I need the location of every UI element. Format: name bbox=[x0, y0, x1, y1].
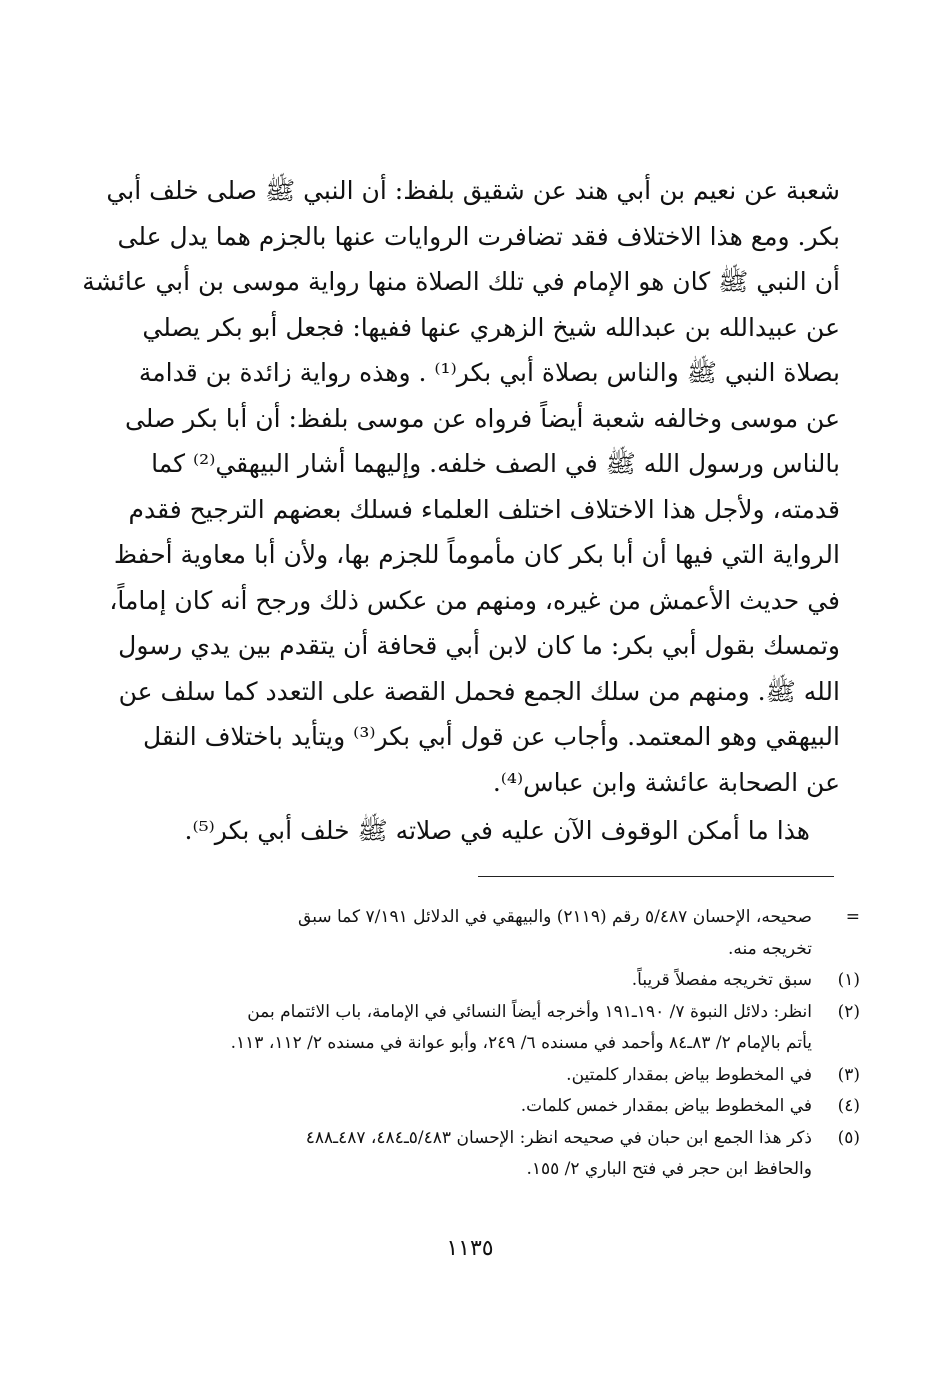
footnote-line: يأتم بالإمام ٢/ ٨٣ـ٨٤ وأحمد في مسنده ٦/ ٢٤٩، وأبو عوانة في مسنده ٢/ ١١٢، ١١٣. bbox=[230, 1033, 812, 1053]
text-line: بكر. ومع هذا الاختلاف فقد تضافرت الروايات عنها بالجزم هما يدل على bbox=[117, 221, 840, 251]
footnote-text bbox=[100, 1060, 812, 1092]
text-line: أن النبي ﷺ كان هو الإمام في تلك الصلاة منها رواية موسى بن أبي عائشة bbox=[82, 267, 840, 296]
text-line: بصلاة النبي ﷺ والناس بصلاة أبي بكر⁽¹⁾ . وهذه رواية زائدة بن قدامة bbox=[138, 358, 840, 387]
footnote-text bbox=[100, 1123, 812, 1186]
footnote-5 bbox=[100, 1123, 860, 1186]
footnote-text bbox=[100, 965, 812, 997]
text-line: وتمسك بقول أبي بكر: ما كان لابن أبي قحافة أن يتقدم بين يدي رسول bbox=[118, 631, 840, 660]
footnote-1 bbox=[100, 965, 860, 997]
footnotes bbox=[100, 902, 860, 1186]
text-line: الله ﷺ. ومنهم من سلك الجمع فحمل القصة على التعدد كما سلف عن bbox=[118, 676, 840, 706]
text-line: البيهقي وهو المعتمد. وأجاب عن قول أبي بكر⁽³⁾ ويتأيد باختلاف النقل bbox=[142, 722, 840, 751]
text-line: شعبة عن نعيم بن أبي هند عن شقيق بلفظ: أن النبي ﷺ صلى خلف أبي bbox=[106, 176, 840, 205]
page-number: ١١٣٥ bbox=[446, 1236, 494, 1261]
text-line: عن موسى وخالفه شعبة أيضاً فرواه عن موسى بلفظ: أن أبا بكر صلى bbox=[124, 403, 840, 433]
footnote-marker: (١) bbox=[837, 970, 860, 990]
footnote-line: ذكر هذا الجمع ابن حبان في صحيحه انظر: الإحسان ٥/٤٨٣ـ٤٨٤، ٤٨٧ـ٤٨٨ bbox=[305, 1127, 812, 1148]
footnote-line: صحيحه، الإحسان ٥/٤٨٧ رقم (٢١١٩) والبيهقي في الدلائل ٧/١٩١ كما سبق bbox=[298, 907, 812, 927]
footnote-text bbox=[100, 902, 812, 965]
text-line: في حديث الأعمش من غيره، ومنهم من عكس ذلك ورجح أنه كان إماماً، bbox=[109, 585, 840, 615]
conclusion-line: هذا ما أمكن الوقوف الآن عليه في صلاته ﷺ خلف أبي بكر⁽⁵⁾. bbox=[184, 816, 810, 845]
text-line: الرواية التي فيها أن أبا بكر كان مأموماً للجزم بها، ولأن أبا معاوية أحفظ bbox=[113, 540, 840, 569]
footnote-4 bbox=[100, 1091, 860, 1123]
main-text bbox=[82, 168, 840, 805]
footnote-line: والحافظ ابن حجر في فتح الباري ٢/ ١٥٥. bbox=[526, 1159, 812, 1179]
footnote-text bbox=[100, 1091, 812, 1123]
footnote-separator bbox=[478, 876, 834, 877]
footnote-line: في المخطوط بياض بمقدار كلمتين. bbox=[566, 1064, 812, 1085]
footnote-continued bbox=[100, 902, 860, 965]
footnote-line: سبق تخريجه مفصلاً قريباً. bbox=[631, 970, 812, 990]
text-line: بالناس ورسول الله ﷺ في الصف خلفه. وإليهما أشار البيهقي⁽²⁾ كما bbox=[151, 449, 840, 478]
footnote-line: انظر: دلائل النبوة ٧/ ١٩٠ـ١٩١ وأخرجه أيضاً النسائي في الإمامة، باب الائتمام بمن bbox=[247, 1001, 812, 1022]
footnote-line: تخريجه منه. bbox=[727, 938, 812, 959]
footnote-marker: (٤) bbox=[837, 1096, 860, 1116]
footnote-text bbox=[100, 997, 812, 1060]
footnote-marker: (٥) bbox=[837, 1127, 860, 1148]
footnote-3 bbox=[100, 1060, 860, 1092]
footnote-marker: (٣) bbox=[837, 1064, 860, 1085]
footnote-line: في المخطوط بياض بمقدار خمس كلمات. bbox=[520, 1096, 812, 1116]
text-line: قدمته، ولأجل هذا الاختلاف اختلف العلماء فسلك بعضهم الترجيح فقدم bbox=[128, 494, 840, 524]
text-line: عن عبيدالله بن عبدالله شيخ الزهري عنها ففيها: فجعل أبو بكر يصلي bbox=[142, 312, 840, 342]
footnote-2 bbox=[100, 997, 860, 1060]
footnote-marker: (٢) bbox=[837, 1001, 860, 1022]
text-line-last: عن الصحابة عائشة وابن عباس⁽⁴⁾. bbox=[492, 767, 840, 797]
footnote-marker: = bbox=[845, 907, 860, 927]
